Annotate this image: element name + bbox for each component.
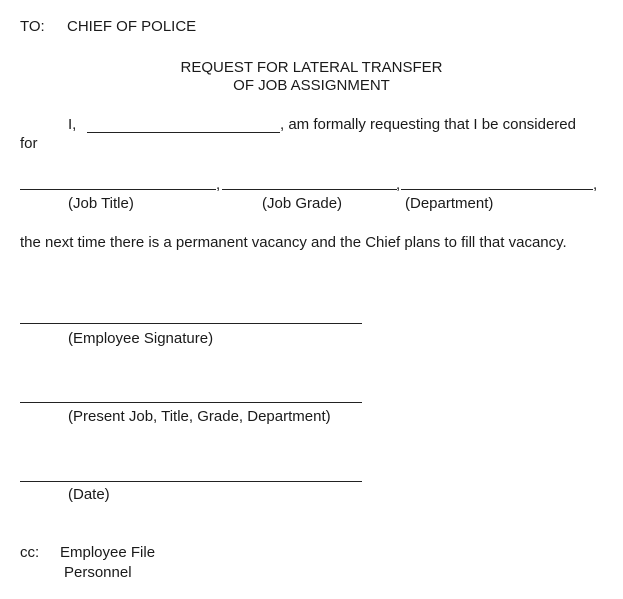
job-title-comma: ,: [216, 176, 221, 193]
employee-name-field[interactable]: [87, 132, 280, 133]
date-field[interactable]: [20, 481, 362, 482]
department-comma: ,: [593, 176, 598, 193]
job-title-field[interactable]: [20, 189, 216, 190]
to-recipient: CHIEF OF POLICE: [67, 18, 197, 35]
request-prefix: I,: [68, 116, 77, 133]
request-text: , am formally requesting that I be considered: [280, 116, 576, 133]
cc-recipient: Employee File: [60, 544, 156, 561]
department-field[interactable]: [401, 189, 593, 190]
employee-signature-field[interactable]: [20, 323, 362, 324]
employee-signature-label: (Employee Signature): [68, 330, 214, 347]
form-title-line-2: OF JOB ASSIGNMENT: [233, 77, 390, 94]
date-label: (Date): [68, 486, 110, 503]
request-continuation: for: [20, 135, 38, 152]
job-title-label: (Job Title): [68, 195, 134, 212]
job-grade-field[interactable]: [222, 189, 397, 190]
vacancy-statement: the next time there is a permanent vacancy and the Chief plans to fill that vacancy.: [20, 234, 567, 251]
cc-label: cc:: [20, 544, 40, 561]
cc-recipient: Personnel: [64, 564, 132, 581]
job-grade-comma: ,: [396, 176, 401, 193]
department-label: (Department): [405, 195, 494, 212]
job-grade-label: (Job Grade): [262, 195, 343, 212]
present-job-label: (Present Job, Title, Grade, Department): [68, 408, 331, 425]
to-label: TO:: [20, 18, 45, 35]
form-title-line-1: REQUEST FOR LATERAL TRANSFER: [180, 59, 443, 76]
present-job-field[interactable]: [20, 402, 362, 403]
